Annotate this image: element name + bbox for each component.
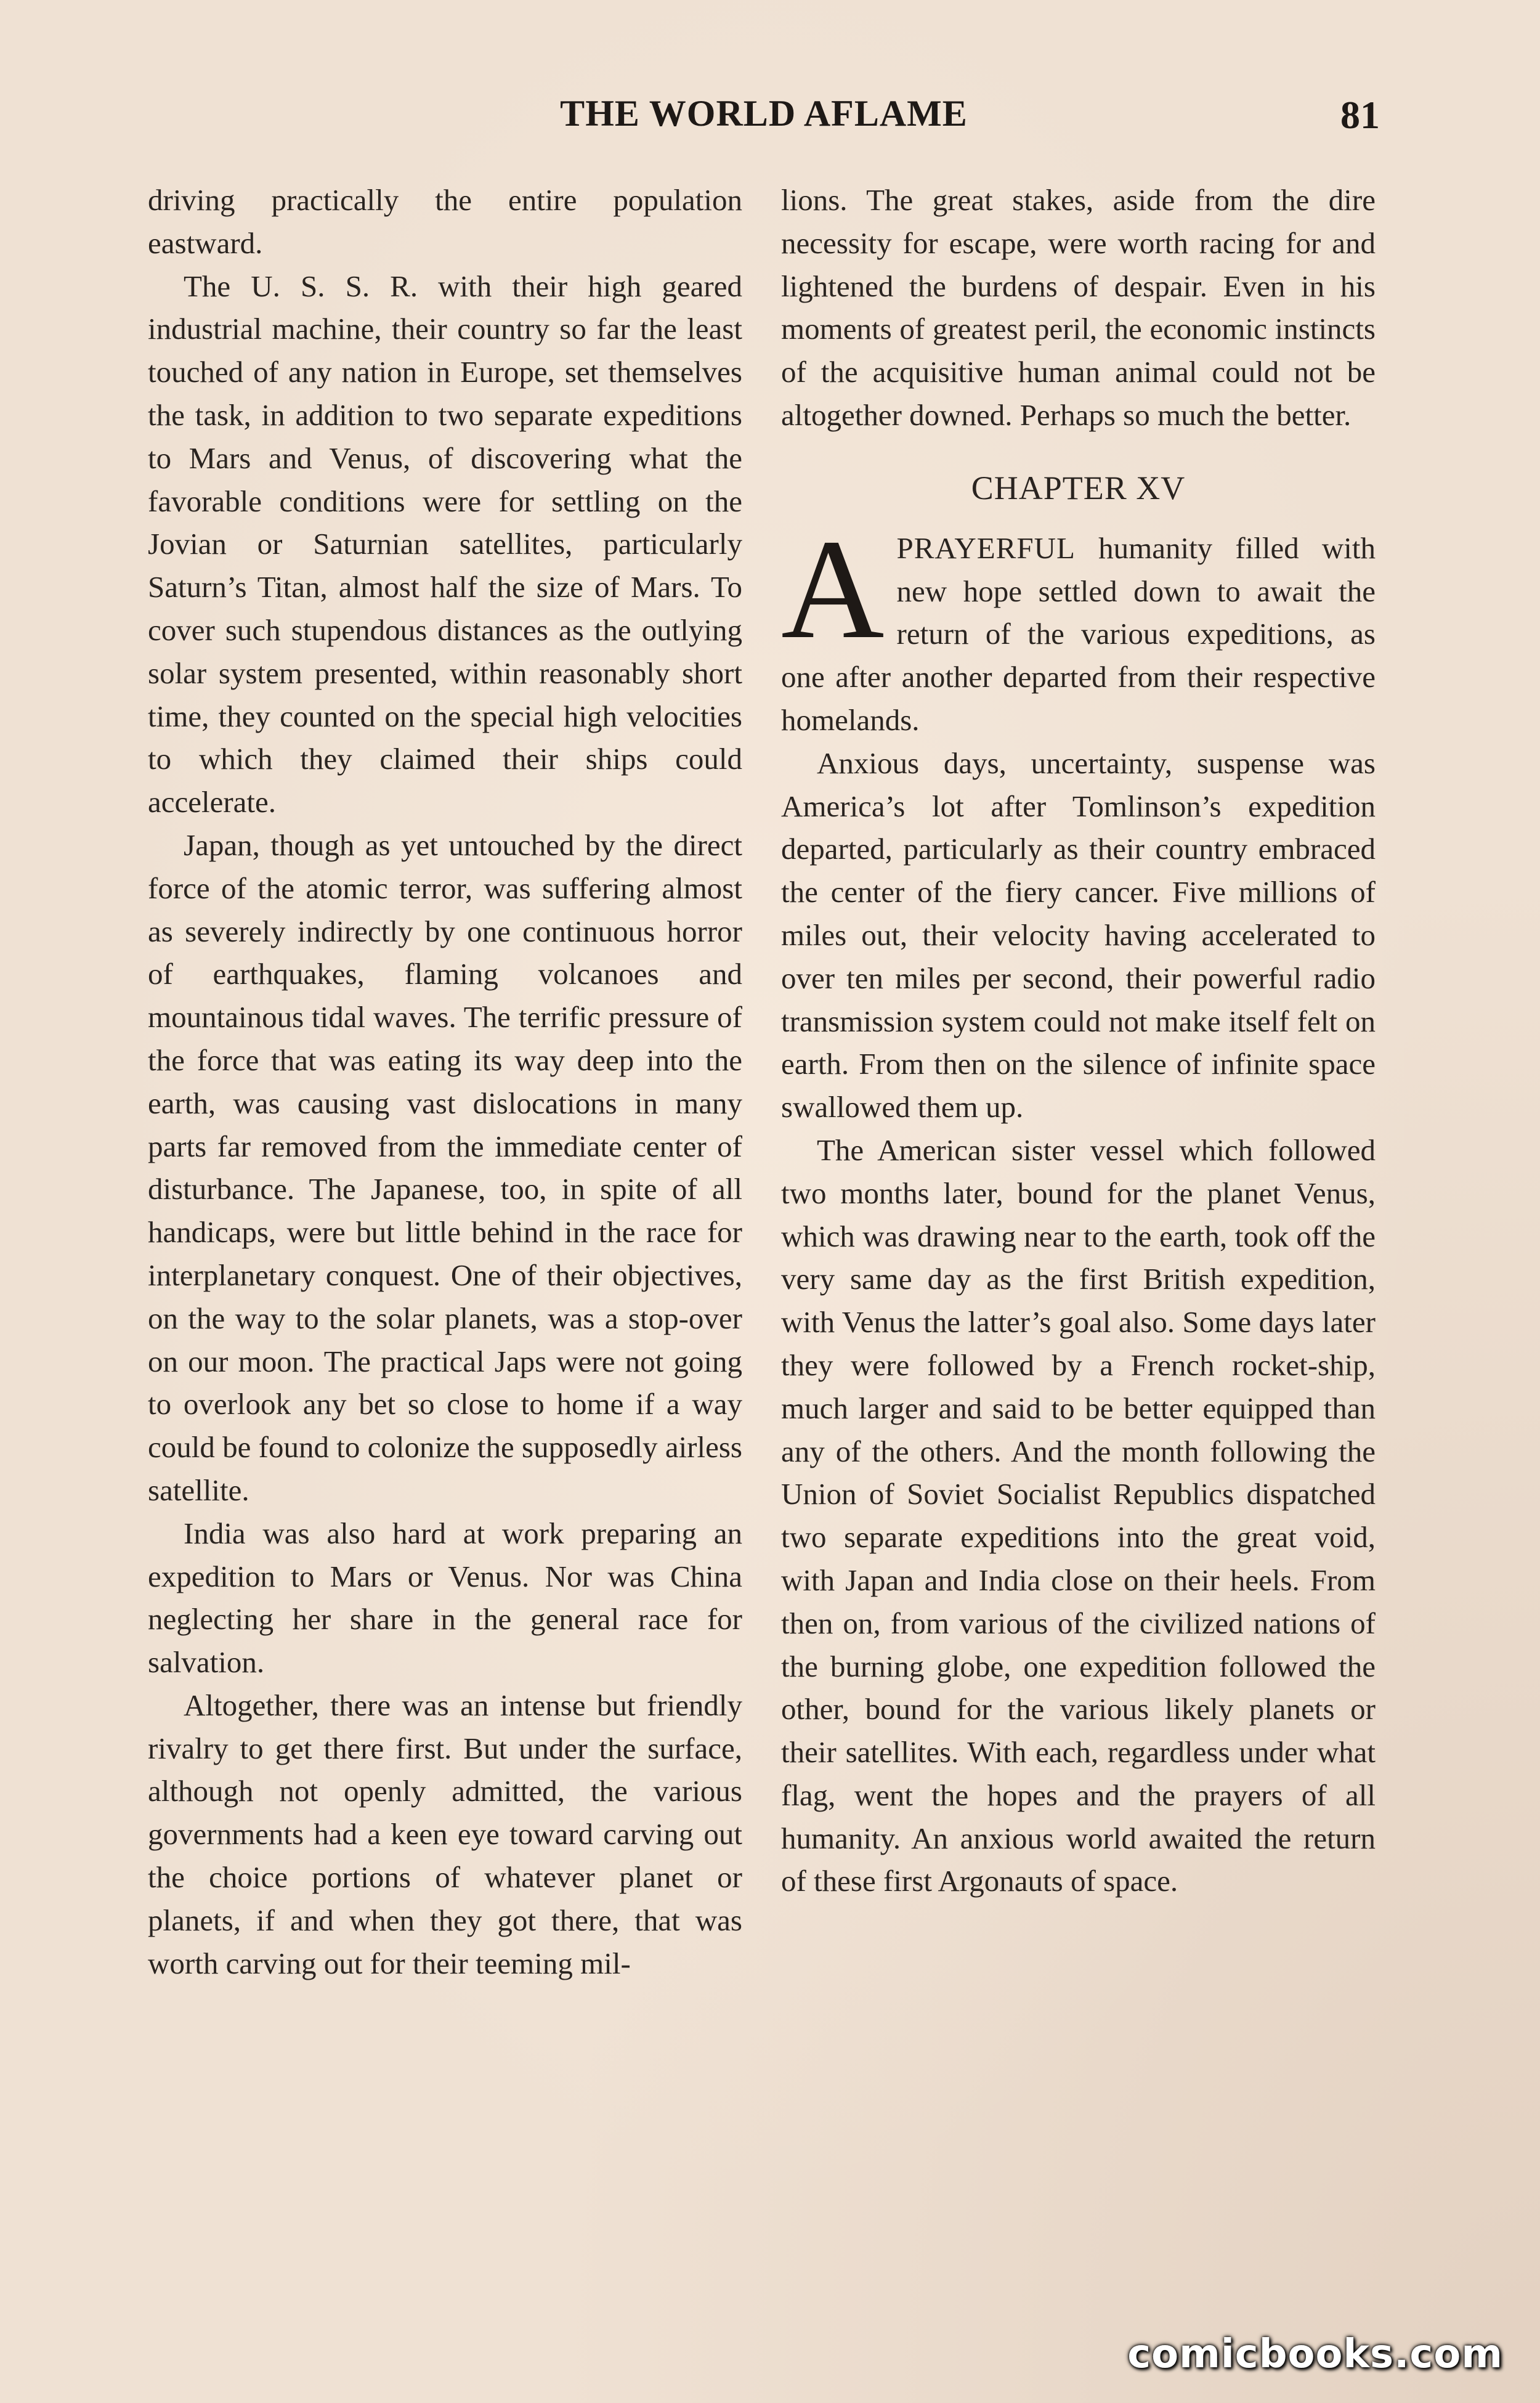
- page-number: 81: [1340, 93, 1380, 137]
- paragraph-sister-vessel: The American sister vessel which followed two months later, bound for the planet Venus, which was drawing near to the earth, took off the very same day as the first British expedition, with Venus the latter’s goal also. Some days later they were followed by a French rocket-ship, much larger and said to be better equipped than any of the others. And the month following the Union of Soviet Socialist Republics dispatched two separate expeditions into the great void, with Japan and India close on their heels. From then on, from various of the civilized nations of the burning globe, one expedition followed the other, bound for the various likely planets or their satellites. With each, regardless under what flag, went the hopes and the prayers of all humanity. An anxious world awaited the return of these first Argonauts of space.: [781, 1132, 1376, 1898]
- paragraph-ussr: The U. S. S. R. with their high geared industrial machine, their country so far the least touched of any nation in Europe, set themselves the task, in addition to two separate expeditions to Mars and Venus, of discovering what the favorable conditions were for settling on the Jovian or Saturnian satellites, particularly Saturn’s Titan, almost half the size of Mars. To cover such stupendous distances as the outlying solar system presented, within reasonably short time, they counted on the special high velocities to which they claimed their ships could accelerate.: [148, 269, 742, 819]
- opening-text: humanity filled with new hope settled down to await the return of the various expeditions, as one after another departed from their respective homelands.: [781, 531, 1376, 737]
- paragraph-anxious-days: Anxious days, uncertainty, suspense was America’s lot after Tomlinson’s expedition departed, particularly as their country embraced the center of the fiery cancer. Five millions of miles out, their velocity having accelerated to over ten miles per second, their powerful radio transmission system could not make itself felt on earth. From then on the silence of infinite space swallowed them up.: [781, 746, 1376, 1124]
- chapter-heading: CHAPTER XV: [971, 469, 1186, 506]
- paragraph-continuation: driving practically the entire population eastward.: [148, 183, 742, 260]
- running-head: [148, 92, 1380, 154]
- paragraph-opening: [781, 510, 1376, 742]
- running-title: THE WORLD AFLAME: [560, 93, 968, 134]
- paragraph-rivalry: Altogether, there was an intense but friendly rivalry to get there first. But under the surface, although not openly admitted, the various governments had a keen eye toward carving out the choice portions of whatever planet or planets, if and when they got there, that was worth carving out for their teeming mil-: [148, 1688, 742, 1980]
- opening-smallcaps: PRAYERFUL: [896, 531, 1076, 565]
- paragraph-stakes: lions. The great stakes, aside from the dire necessity for escape, were worth racing for and lightened the burdens of despair. Even in his moments of greatest peril, the economic instincts of the acquisitive human animal could not be altogether downed. Perhaps so much the better.: [781, 183, 1376, 432]
- right-column: [781, 179, 1376, 1903]
- left-column: [148, 179, 742, 1985]
- paragraph-india: India was also hard at work preparing an expedition to Mars or Venus. Nor was China neglecting her share in the general race for salvation.: [148, 1516, 742, 1680]
- drop-cap: A: [781, 510, 885, 669]
- paragraph-japan: Japan, though as yet untouched by the direct force of the atomic terror, was suffering almost as severely indirectly by one continuous horror of earthquakes, flaming volcanoes and mountainous tidal waves. The terrific pressure of the force that was eating its way deep into the earth, was causing vast dislocations in many parts far removed from the immediate center of disturbance. The Japanese, too, in spite of all handicaps, were but little behind in the race for interplanetary conquest. One of their objectives, on the way to the solar planets, was a stop-over on our moon. The practical Japs were not going to overlook any bet so close to home if a way could be found to colonize the supposedly airless satellite.: [148, 827, 742, 1507]
- site-watermark: comicbooks.com: [1127, 2332, 1503, 2377]
